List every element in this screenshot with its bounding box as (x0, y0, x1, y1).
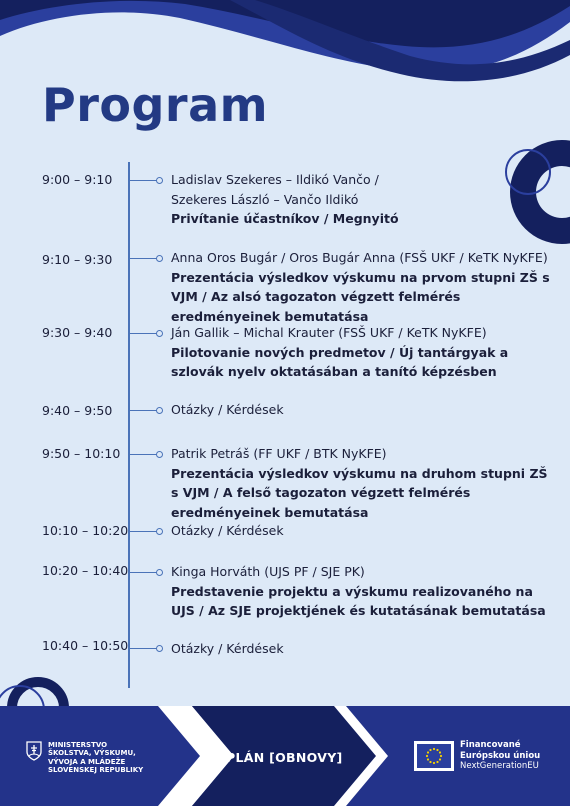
speaker-names: Ladislav Szekeres – Ildikó Vančo / Szekeres László – Vančo Ildikó (171, 172, 379, 207)
schedule-time: 9:10 – 9:30 (42, 252, 113, 267)
schedule-time: 9:40 – 9:50 (42, 403, 113, 418)
timeline-connector (129, 410, 158, 411)
schedule-time: 9:00 – 9:10 (42, 172, 113, 187)
next-generation-eu-label: NextGenerationEU (460, 761, 539, 771)
speaker-names: Patrik Petráš (FF UKF / BTK NyKFE) (171, 446, 387, 461)
eu-union-label: Európskou úniou (460, 750, 541, 761)
right-circle-decoration (500, 130, 570, 250)
schedule-time: 9:30 – 9:40 (42, 325, 113, 340)
timeline-dot (156, 177, 163, 184)
bottom-left-circle-decoration (0, 660, 80, 710)
talk-title: Prezentácia výsledkov výskumu na prvom stupni ZŠ s VJM / Az alsó tagozaton végzett felmérés eredményeinek bemutatása (171, 269, 550, 324)
eu-funding-logo (414, 740, 540, 772)
schedule-time: 10:40 – 10:50 (42, 638, 129, 653)
talk-title: Prezentácia výsledkov výskumu na druhom stupni ZŠ s VJM / A felső tagozaton végzett felmérés eredményeinek bemutatása (171, 465, 548, 520)
speaker-names: Otázky / Kérdések (171, 402, 284, 417)
timeline-connector (129, 180, 158, 181)
schedule-time: 10:20 – 10:40 (42, 563, 129, 578)
timeline-connector (129, 648, 158, 649)
timeline-dot (156, 451, 163, 458)
timeline-connector (129, 258, 158, 259)
speaker-names: Ján Gallik – Michal Krauter (FSŠ UKF / KeTK NyKFE) (171, 325, 487, 340)
slovak-coat-of-arms-icon (26, 741, 42, 761)
timeline-connector (129, 454, 158, 455)
eu-funded-label: Financované (460, 740, 521, 750)
timeline-dot (156, 569, 163, 576)
timeline-connector (129, 531, 158, 532)
timeline-dot (156, 330, 163, 337)
timeline-dot (156, 645, 163, 652)
speaker-names: Anna Oros Bugár / Oros Bugár Anna (FSŠ UKF / KeTK NyKFE) (171, 250, 548, 265)
talk-title: Privítanie účastníkov / Megnyitó (171, 211, 399, 226)
timeline-dot (156, 255, 163, 262)
timeline-dot (156, 528, 163, 535)
plan-obnovy-logo: PLÁN [OBNOVY] (226, 750, 343, 765)
talk-title: Predstavenie projektu a výskumu realizovaného na UJS / Az SJE projektjének és kutatásának bemutatása (171, 583, 546, 618)
timeline-connector (129, 572, 158, 573)
schedule-time: 10:10 – 10:20 (42, 523, 129, 538)
ministry-logo (26, 741, 146, 775)
speaker-names: Otázky / Kérdések (171, 641, 284, 656)
schedule-time: 9:50 – 10:10 (42, 446, 121, 461)
talk-title: Pilotovanie nových predmetov / Új tantárgyak a szlovák nyelv oktatásában a tanító képzésben (171, 344, 509, 379)
speaker-names: Kinga Horváth (UJS PF / SJE PK) (171, 564, 365, 579)
timeline-connector (129, 333, 158, 334)
ministry-name: MINISTERSTVO ŠKOLSTVA, VÝSKUMU, VÝVOJA A MLÁDEŽE SLOVENSKEJ REPUBLIKY (48, 741, 144, 775)
timeline-line (128, 162, 130, 688)
timeline-dot (156, 407, 163, 414)
speaker-names: Otázky / Kérdések (171, 523, 284, 538)
eu-flag-icon (414, 741, 454, 771)
page-title: Program (42, 78, 269, 132)
